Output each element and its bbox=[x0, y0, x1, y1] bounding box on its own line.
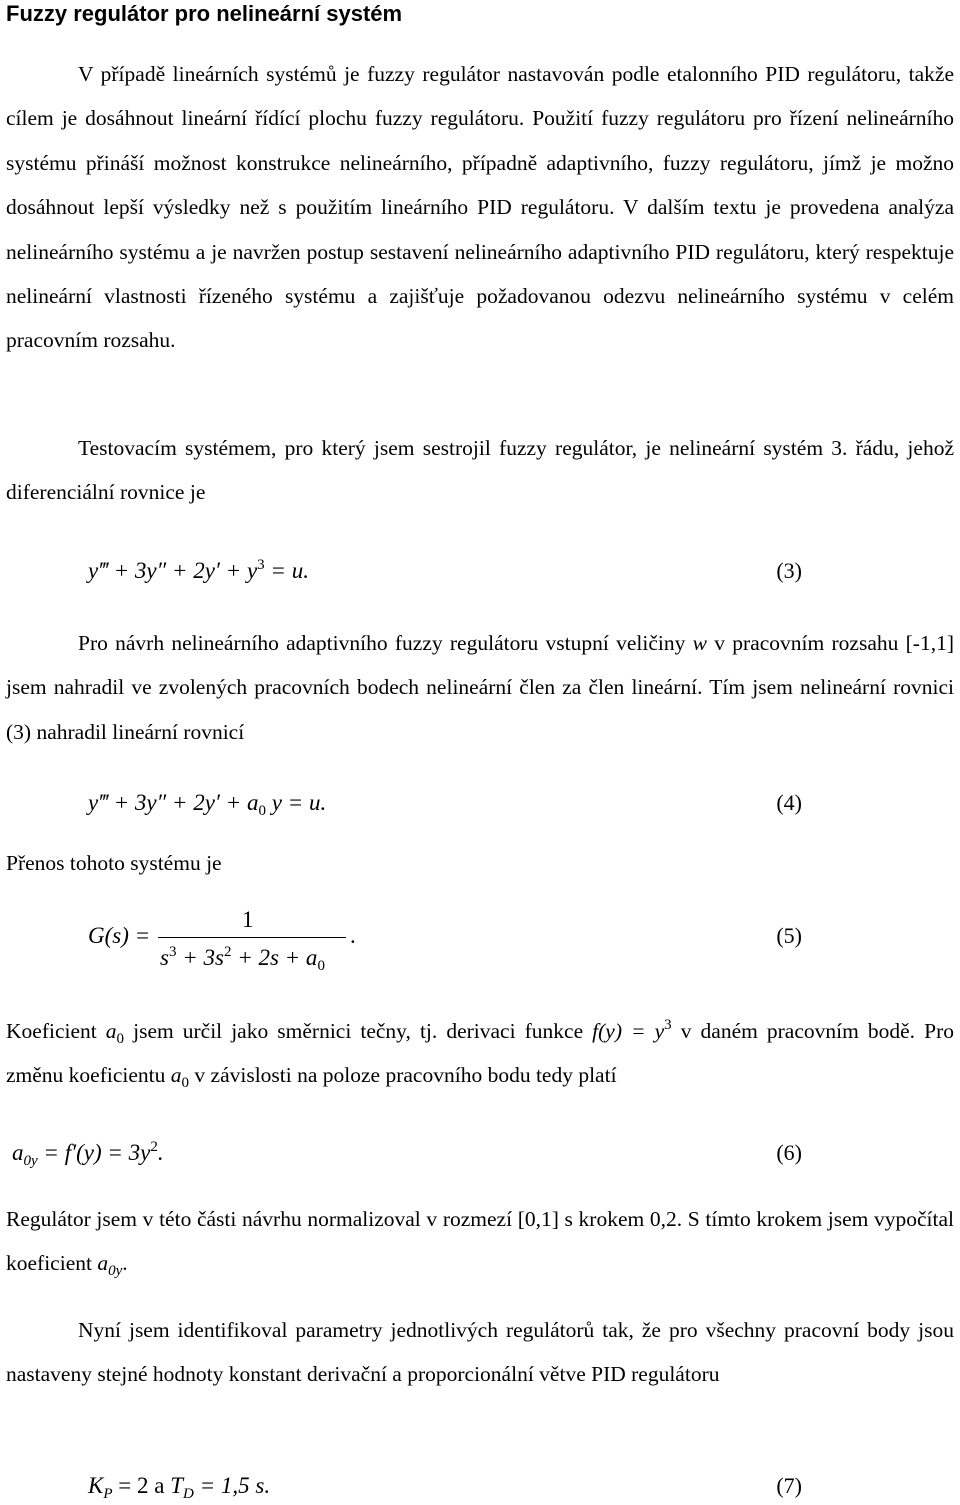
equation-6-body: $a_{0y} = f'(y) = 3y^2$. bbox=[12, 1139, 164, 1169]
equation-6-number: (6) bbox=[776, 1140, 802, 1165]
equation-5-numerator: 1 bbox=[242, 907, 254, 932]
equation-4-body: y‴ + $3y'' + 2y' + a_0$ y = u. bbox=[88, 790, 327, 819]
paragraph-test-system: Testovacím systémem, pro který jsem sestrojil fuzzy regulátor, je nelineární systém 3. řádu, jehož diferenciální rovnice je bbox=[6, 436, 954, 505]
equation-5-denominator: $s^3 + 3s^2 + 2s + a_0$ bbox=[160, 944, 325, 974]
equation-5-lhs: G(s) = bbox=[88, 923, 151, 948]
equation-5-end: . bbox=[350, 923, 356, 948]
equation-3-body: y‴ + $3y'' + 2y' + y^3 = u$. bbox=[88, 557, 309, 583]
paragraph-intro: V případě lineárních systémů je fuzzy regulátor nastavován podle etalonního PID regulátoru, takže cílem je dosáhnout lineární řídící plochu fuzzy regulátoru. Použití fuzzy regulátoru pro řízení nelineárního systému přináší možnost konstrukce nelineárního, případně adaptivního, fuzzy regulátoru, jímž je možno dosáhnout lepší výsledky než s použitím lineárního PID regulátoru. V dalším textu je provedena analýza nelineárního systému a je navržen postup sestavení nelineárního adaptivního PID regulátoru, který respektuje nelineární vlastnosti řízeného systému a zajišťuje požadovanou odezvu nelineárního systému v celém pracovním rozsahu. bbox=[6, 62, 954, 353]
equation-5-number: (5) bbox=[776, 923, 802, 948]
paragraph-transfer: Přenos tohoto systému je bbox=[6, 851, 222, 875]
equation-3-number: (3) bbox=[776, 558, 802, 583]
paragraph-design: Pro návrh nelineárního adaptivního fuzzy regulátoru vstupní veličiny w v pracovním rozsahu [-1,1] jsem nahradil ve zvolených pracovních bodech nelineární člen za člen lineární. Tím jsem nelineární rovnici (3) nahradil lineární rovnicí bbox=[6, 631, 954, 744]
paragraph-coefficient: Koeficient $a_0$ jsem určil jako směrnici tečny, tj. derivaci funkce $f(y) = y^3$ v daném pracovním bodě. Pro změnu koeficientu $a_0$ v závislosti na poloze pracovního bodu tedy platí bbox=[6, 1017, 954, 1092]
equation-7-number: (7) bbox=[776, 1473, 802, 1498]
paragraph-identification: Nyní jsem identifikoval parametry jednotlivých regulátorů tak, že pro všechny pracovní body jsou nastaveny stejné hodnoty konstant derivační a proporcionální větve PID regulátoru bbox=[6, 1318, 954, 1387]
equation-5 bbox=[6, 905, 954, 985]
equation-4-number: (4) bbox=[776, 790, 802, 815]
fraction-bar bbox=[158, 937, 346, 938]
section-heading: Fuzzy regulátor pro nelineární systém bbox=[6, 1, 403, 26]
equation-7-body: $K_P = 2$ a $T_D = 1,5$ s. bbox=[88, 1473, 271, 1502]
paragraph-normalization: Regulátor jsem v této části návrhu normalizoval v rozmezí [0,1] s krokem 0,2. S tímto krokem jsem vypočítal koeficient $a_{0y}$. bbox=[6, 1207, 954, 1280]
